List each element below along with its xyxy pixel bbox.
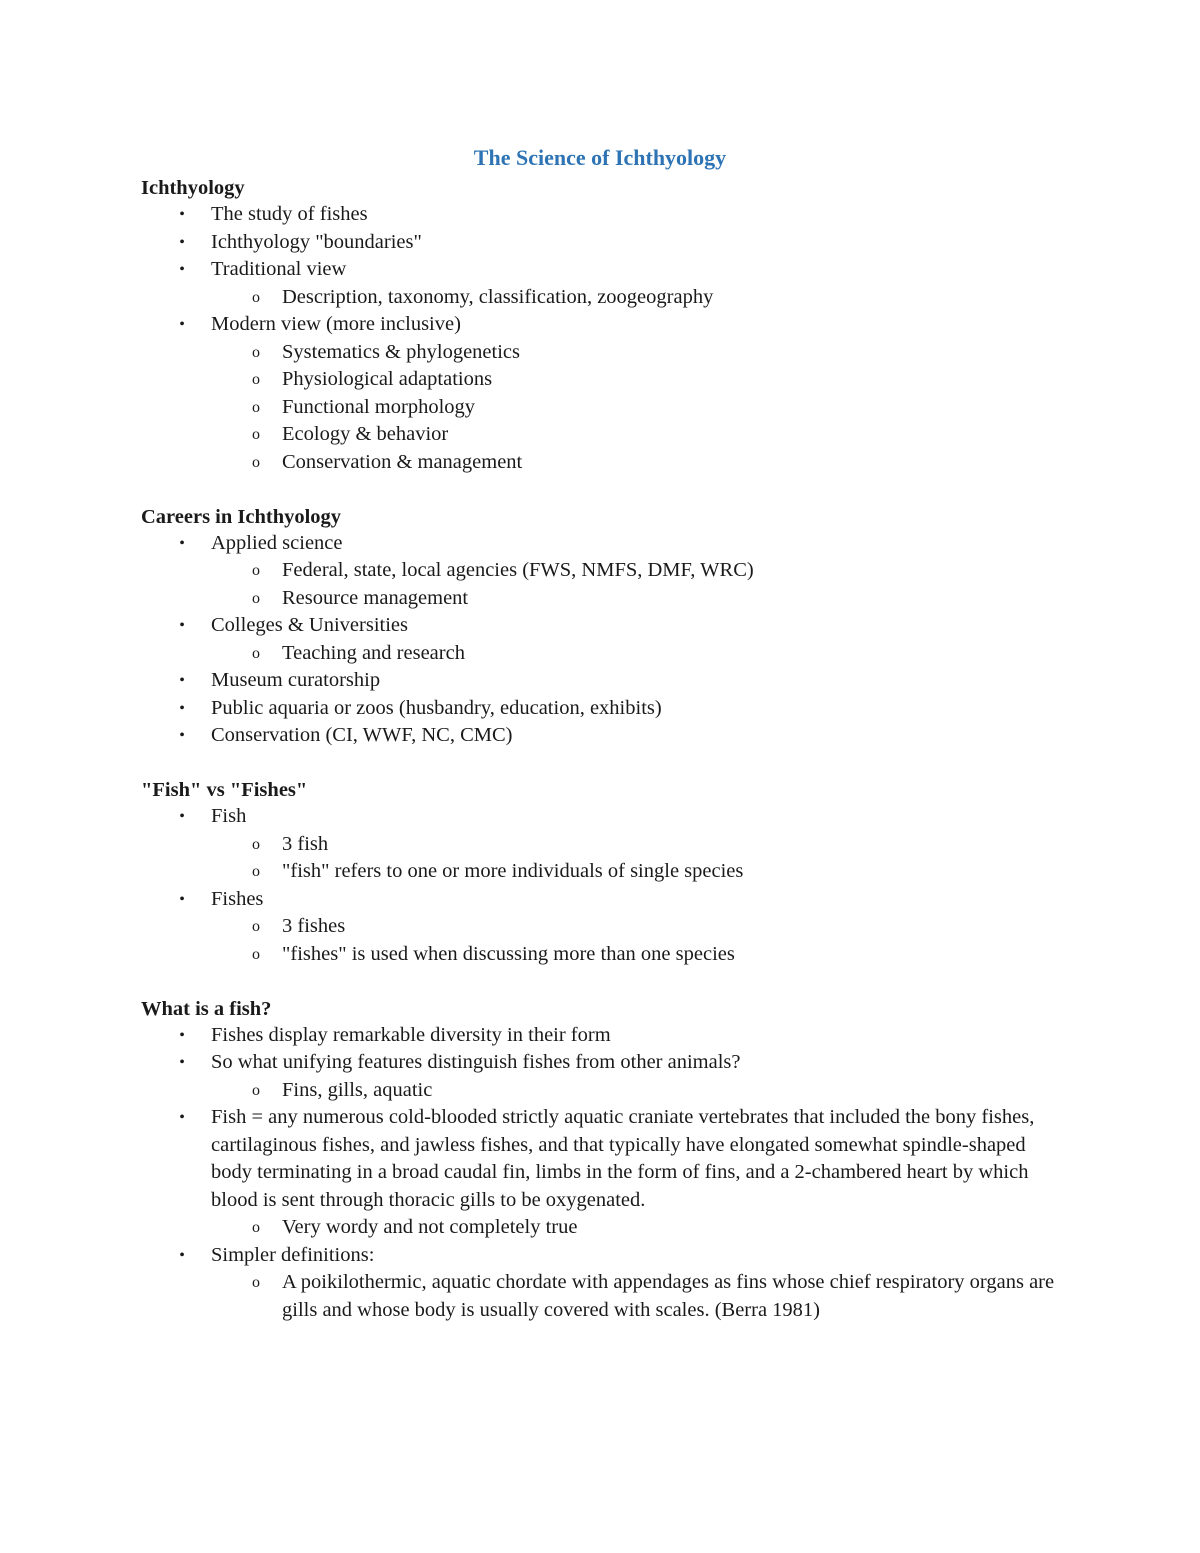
section: [141, 777, 1061, 968]
sub-list-item-text: Functional morphology: [282, 395, 476, 418]
sub-list-item-text: Ecology & behavior: [282, 423, 449, 445]
list-item-text: Public aquaria or zoos (husbandry, education, exhibits): [211, 696, 662, 719]
list-item: [141, 612, 1061, 667]
circle-bullet-icon: o: [252, 343, 260, 361]
sub-bullet-list: [211, 284, 1061, 312]
document-title: The Science of Ichthyology: [473, 145, 727, 170]
circle-bullet-icon: o: [252, 1219, 260, 1236]
sub-list-item: [141, 284, 1061, 312]
list-item: [141, 1049, 1061, 1104]
circle-bullet-icon: o: [252, 1274, 260, 1291]
sub-list-item: [141, 858, 1061, 886]
bullet-list: [141, 1022, 1061, 1325]
sub-list-item-text: Resource management: [282, 586, 469, 609]
sub-list-item: [141, 941, 1061, 969]
sub-list-item: [141, 421, 1061, 449]
circle-bullet-icon: o: [252, 371, 260, 388]
sub-list-item-text: Description, taxonomy, classification, zoogeography: [282, 285, 714, 308]
sub-list-item-text: Systematics & phylogenetics: [282, 340, 520, 363]
sub-bullet-list: [211, 557, 1061, 612]
bullet-icon: •: [179, 1054, 185, 1071]
section: [141, 504, 1061, 750]
sub-list-item-text: Physiological adaptations: [282, 368, 493, 390]
circle-bullet-icon: o: [252, 589, 260, 607]
section: [141, 996, 1061, 1325]
circle-bullet-icon: o: [252, 863, 260, 880]
sub-list-item-text: "fishes" is used when discussing more than one species: [282, 942, 735, 965]
sub-list-item: [141, 1077, 1061, 1105]
list-item-text: Fish = any numerous cold-blooded strictly aquatic craniate vertebrates that included the bony fishes, cartilaginous fishes, and jawless fishes, and that typically have elongated somewhat spindle-shaped body terminating in a broad caudal fin, limbs in the form of fins, and a 2-chambered heart by which blood is sent through thoracic gills to be oxygenated.: [211, 1106, 1035, 1211]
bullet-list: [141, 530, 1061, 750]
bullet-icon: •: [179, 672, 185, 689]
circle-bullet-icon: o: [252, 562, 260, 579]
section-heading: Careers in Ichthyology: [141, 505, 342, 528]
list-item: [141, 722, 1061, 750]
bullet-list: [141, 803, 1061, 968]
circle-bullet-icon: o: [252, 1081, 260, 1099]
bullet-icon: •: [179, 316, 185, 333]
list-item: [141, 530, 1061, 613]
sub-list-item-text: Fins, gills, aquatic: [282, 1078, 433, 1101]
list-item: [141, 256, 1061, 311]
bullet-icon: •: [179, 1026, 185, 1044]
bullet-icon: •: [179, 206, 185, 223]
bullet-icon: •: [179, 1246, 185, 1264]
sub-list-item-text: Conservation & management: [282, 450, 523, 473]
sub-list-item: [141, 339, 1061, 367]
circle-bullet-icon: o: [252, 453, 260, 471]
sub-bullet-list: [211, 831, 1061, 886]
list-item-text: Conservation (CI, WWF, NC, CMC): [211, 724, 513, 746]
section: [141, 175, 1061, 476]
list-item: [141, 886, 1061, 969]
bullet-icon: •: [179, 233, 185, 251]
list-item: [141, 803, 1061, 886]
sub-list-item: [141, 1214, 1061, 1242]
sub-list-item-text: 3 fish: [282, 832, 329, 855]
sub-list-item: [141, 449, 1061, 477]
sub-bullet-list: [211, 1077, 1061, 1105]
list-item-text: Modern view (more inclusive): [211, 313, 461, 335]
sub-list-item: [141, 585, 1061, 613]
list-item-text: Ichthyology "boundaries": [211, 230, 422, 253]
list-item-text: Applied science: [211, 531, 343, 554]
list-item: [141, 229, 1061, 257]
sub-bullet-list: [211, 1214, 1061, 1242]
list-item-text: Traditional view: [211, 258, 347, 280]
list-item: [141, 695, 1061, 723]
section-heading: What is a fish?: [141, 997, 272, 1020]
bullet-icon: •: [179, 261, 185, 278]
list-item-text: The study of fishes: [211, 203, 368, 225]
circle-bullet-icon: o: [252, 288, 260, 306]
sub-bullet-list: [211, 640, 1061, 668]
bullet-icon: •: [179, 808, 185, 825]
list-item-text: Museum curatorship: [211, 669, 381, 691]
bullet-icon: •: [179, 727, 185, 744]
circle-bullet-icon: o: [252, 426, 260, 443]
list-item: [141, 667, 1061, 695]
circle-bullet-icon: o: [252, 644, 260, 662]
sub-list-item-text: A poikilothermic, aquatic chordate with appendages as fins whose chief respiratory organs are gills and whose body is usually covered with scales. (Berra 1981): [282, 1271, 1055, 1321]
list-item-text: Fishes display remarkable diversity in their form: [211, 1023, 611, 1046]
list-item: [141, 1104, 1061, 1242]
bullet-list: [141, 201, 1061, 476]
sub-list-item-text: 3 fishes: [282, 915, 346, 937]
sub-list-item: [141, 640, 1061, 668]
sub-list-item-text: Federal, state, local agencies (FWS, NMFS, DMF, WRC): [282, 559, 754, 581]
sub-list-item: [141, 394, 1061, 422]
circle-bullet-icon: o: [252, 398, 260, 416]
bullet-icon: •: [179, 617, 185, 634]
section-heading: Ichthyology: [141, 177, 245, 199]
list-item-text: So what unifying features distinguish fishes from other animals?: [211, 1051, 741, 1073]
list-item-text: Fish: [211, 805, 247, 827]
sub-list-item: [141, 913, 1061, 941]
circle-bullet-icon: o: [252, 835, 260, 853]
bullet-icon: •: [179, 699, 185, 717]
bullet-icon: •: [179, 534, 185, 552]
section-heading: "Fish" vs "Fishes": [141, 779, 308, 801]
bullet-icon: •: [179, 890, 185, 908]
list-item: [141, 201, 1061, 229]
bullet-icon: •: [179, 1109, 185, 1126]
list-item-text: Colleges & Universities: [211, 614, 409, 636]
list-item-text: Fishes: [211, 887, 264, 910]
list-item: [141, 1022, 1061, 1050]
sub-list-item: [141, 366, 1061, 394]
circle-bullet-icon: o: [252, 945, 260, 963]
sub-bullet-list: [211, 339, 1061, 477]
sub-list-item-text: Teaching and research: [282, 641, 465, 664]
sub-list-item: [141, 1269, 1061, 1324]
sub-bullet-list: [211, 913, 1061, 968]
sub-list-item-text: "fish" refers to one or more individuals of single species: [282, 860, 744, 882]
sub-list-item: [141, 557, 1061, 585]
list-item: [141, 1242, 1061, 1325]
list-item-text: Simpler definitions:: [211, 1243, 375, 1266]
document-body: [141, 175, 1061, 1352]
sub-list-item-text: Very wordy and not completely true: [282, 1216, 578, 1238]
circle-bullet-icon: o: [252, 918, 260, 935]
list-item: [141, 311, 1061, 476]
sub-list-item: [141, 831, 1061, 859]
sub-bullet-list: [211, 1269, 1061, 1324]
